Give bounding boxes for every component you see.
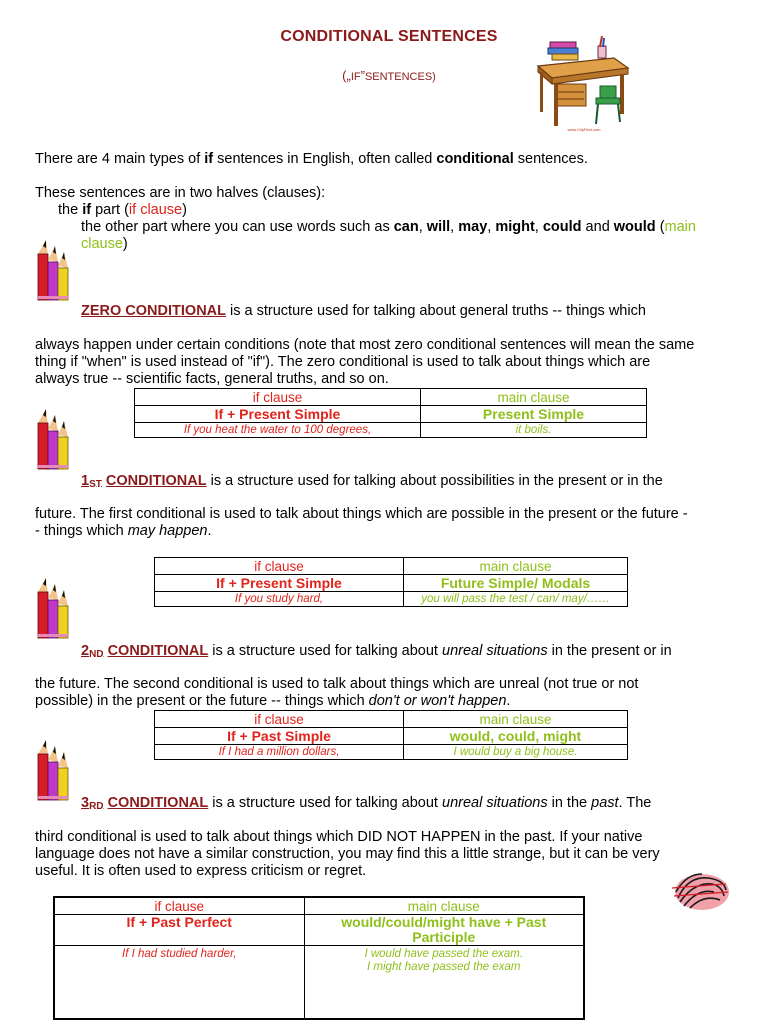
main-clause-header: main clause [404,558,628,575]
svg-text:www.ClipFirst.com: www.ClipFirst.com [567,127,601,132]
main-clause-example: I would have passed the exam. I might have passed the exam [304,946,584,1020]
if-clause-example: If I had studied harder, [54,946,304,1020]
main-clause-header: main clause [421,389,647,406]
third-text-line: useful. It is often used to express criticism or regret. [35,863,367,879]
zero-text-line: always happen under certain conditions (note that most zero conditional sentences will mean the same [35,337,695,353]
second-text-line: possible) in the present or the future -- things which don't or won't happen. [35,693,511,709]
if-clause-formula: If + Past Simple [155,728,404,745]
pencils-icon [34,236,72,304]
first-conditional-table [154,557,628,607]
if-clause-example: If you heat the water to 100 degrees, [135,423,421,438]
scribble-icon [668,868,732,916]
if-clause-header: if clause [54,897,304,915]
third-text-line: third conditional is used to talk about things which DID NOT HAPPEN in the past. If your native [35,829,643,845]
main-clause-example: I would buy a big house. [404,745,628,760]
main-clause-example: you will pass the test / can/ may/…… [404,592,628,607]
second-conditional-table [154,710,628,760]
zero-conditional-heading: ZERO CONDITIONAL is a structure used for talking about general truths -- things which [81,303,646,319]
main-clause-formula: Present Simple [421,406,647,423]
intro-main-part: the other part where you can use words such as can, will, may, might, could and would (main [81,219,696,235]
main-clause-example: it boils. [421,423,647,438]
if-clause-formula: If + Present Simple [135,406,421,423]
if-clause-example: If you study hard, [155,592,404,607]
main-clause-header: main clause [404,711,628,728]
if-clause-formula: If + Past Perfect [54,915,304,946]
third-text-line: language does not have a similar construction, you may find this a little strange, but it can be very [35,846,660,862]
zero-text-line: always true -- scientific facts, general truths, and so on. [35,371,389,387]
third-conditional-heading: $3_{RD}$ CONDITIONAL is a structure used for talking about unreal situations in the past. The [81,795,652,812]
pencils-icon [34,574,72,642]
zero-text-line: thing if "when" is used instead of "if"). The zero conditional is used to talk about things which are [35,354,651,370]
intro-paragraph-2: These sentences are in two halves (clauses): [35,185,326,201]
pencils-icon [34,736,72,804]
intro-if-part: the if part (if clause) [58,202,187,218]
page-subtitle: („IF”SENTENCES) [342,68,436,83]
first-text-line: future. The first conditional is used to talk about things which are possible in the present or the future - [35,506,688,522]
if-clause-header: if clause [155,558,404,575]
if-clause-example: If I had a million dollars, [155,745,404,760]
intro-main-part-cont: clause) [81,236,128,252]
pencils-icon [34,405,72,473]
first-text-line: - things which may happen. [35,523,212,539]
main-clause-formula: would/could/might have + Past Participle [304,915,584,946]
page-title: CONDITIONAL SENTENCES [280,28,498,45]
intro-paragraph-1: There are 4 main types of if sentences in English, often called conditional sentences. [35,151,588,167]
if-clause-header: if clause [135,389,421,406]
main-clause-header: main clause [304,897,584,915]
if-clause-header: if clause [155,711,404,728]
desk-clipart-icon [536,34,632,134]
second-conditional-heading: $2_{ND}$ CONDITIONAL is a structure used for talking about unreal situations in the present or in [81,643,672,660]
if-clause-formula: If + Present Simple [155,575,404,592]
main-clause-formula: Future Simple/ Modals [404,575,628,592]
second-text-line: the future. The second conditional is used to talk about things which are unreal (not true or not [35,676,639,692]
zero-conditional-table [134,388,647,438]
main-clause-formula: would, could, might [404,728,628,745]
first-conditional-heading: $1_{ST}$ CONDITIONAL is a structure used for talking about possibilities in the present or in the [81,473,663,490]
third-conditional-table [53,896,585,1020]
